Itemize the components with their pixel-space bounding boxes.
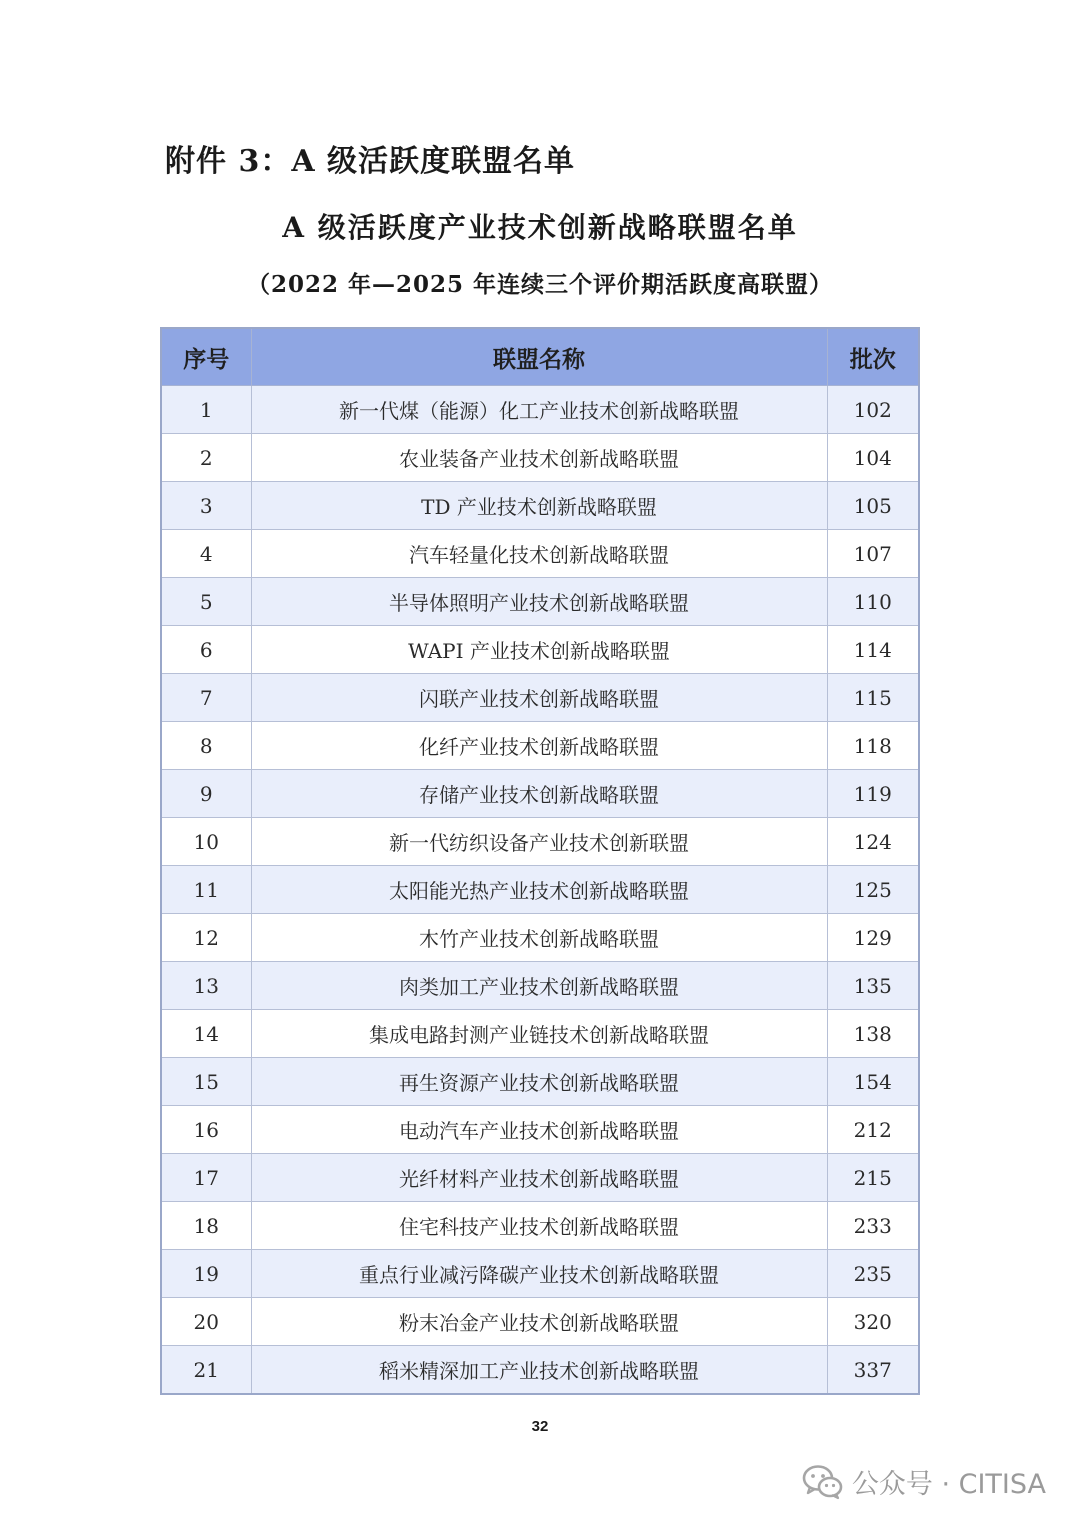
cell-serial-number: 15 bbox=[161, 1058, 251, 1106]
cell-serial-number: 12 bbox=[161, 914, 251, 962]
cell-batch: 105 bbox=[827, 482, 919, 530]
cell-batch: 337 bbox=[827, 1346, 919, 1395]
cell-alliance-name: 汽车轻量化技术创新战略联盟 bbox=[251, 530, 827, 578]
table-row bbox=[161, 1154, 919, 1202]
document-title: A 级活跃度产业技术创新战略联盟名单 bbox=[282, 211, 798, 244]
watermark-text: 公众号 · CITISA bbox=[851, 1469, 1046, 1500]
cell-batch: 118 bbox=[827, 722, 919, 770]
cell-batch: 235 bbox=[827, 1250, 919, 1298]
table-row bbox=[161, 770, 919, 818]
cell-alliance-name: 存储产业技术创新战略联盟 bbox=[251, 770, 827, 818]
cell-alliance-name: 稻米精深加工产业技术创新战略联盟 bbox=[251, 1346, 827, 1395]
cell-alliance-name: 新一代纺织设备产业技术创新联盟 bbox=[251, 818, 827, 866]
cell-batch: 138 bbox=[827, 1010, 919, 1058]
cell-serial-number: 5 bbox=[161, 578, 251, 626]
cell-batch: 135 bbox=[827, 962, 919, 1010]
table-row bbox=[161, 530, 919, 578]
cell-alliance-name: 电动汽车产业技术创新战略联盟 bbox=[251, 1106, 827, 1154]
cell-serial-number: 7 bbox=[161, 674, 251, 722]
cell-serial-number: 16 bbox=[161, 1106, 251, 1154]
page-number: 32 bbox=[531, 1418, 549, 1435]
cell-serial-number: 20 bbox=[161, 1298, 251, 1346]
cell-batch: 102 bbox=[827, 386, 919, 434]
header-batch: 批次 bbox=[827, 328, 919, 386]
cell-serial-number: 18 bbox=[161, 1202, 251, 1250]
table-row bbox=[161, 818, 919, 866]
cell-alliance-name: 光纤材料产业技术创新战略联盟 bbox=[251, 1154, 827, 1202]
table-header bbox=[161, 328, 919, 386]
alliance-table-container bbox=[160, 327, 918, 1395]
annex-title: 附件 3：A 级活跃度联盟名单 bbox=[165, 144, 576, 179]
table-row bbox=[161, 1058, 919, 1106]
cell-alliance-name: TD 产业技术创新战略联盟 bbox=[251, 482, 827, 530]
table-body bbox=[161, 386, 919, 1395]
table-row bbox=[161, 386, 919, 434]
cell-serial-number: 10 bbox=[161, 818, 251, 866]
cell-alliance-name: 木竹产业技术创新战略联盟 bbox=[251, 914, 827, 962]
table-row bbox=[161, 1346, 919, 1395]
cell-serial-number: 19 bbox=[161, 1250, 251, 1298]
cell-batch: 129 bbox=[827, 914, 919, 962]
cell-batch: 110 bbox=[827, 578, 919, 626]
cell-alliance-name: 粉末冶金产业技术创新战略联盟 bbox=[251, 1298, 827, 1346]
cell-alliance-name: 肉类加工产业技术创新战略联盟 bbox=[251, 962, 827, 1010]
cell-serial-number: 3 bbox=[161, 482, 251, 530]
cell-alliance-name: 太阳能光热产业技术创新战略联盟 bbox=[251, 866, 827, 914]
table-row bbox=[161, 962, 919, 1010]
cell-batch: 215 bbox=[827, 1154, 919, 1202]
cell-alliance-name: 重点行业减污降碳产业技术创新战略联盟 bbox=[251, 1250, 827, 1298]
cell-batch: 233 bbox=[827, 1202, 919, 1250]
cell-serial-number: 2 bbox=[161, 434, 251, 482]
cell-batch: 212 bbox=[827, 1106, 919, 1154]
table-header-row bbox=[161, 328, 919, 386]
cell-alliance-name: 住宅科技产业技术创新战略联盟 bbox=[251, 1202, 827, 1250]
table-row bbox=[161, 1106, 919, 1154]
table-row bbox=[161, 914, 919, 962]
table-row bbox=[161, 1298, 919, 1346]
alliance-table bbox=[160, 327, 920, 1395]
cell-alliance-name: 半导体照明产业技术创新战略联盟 bbox=[251, 578, 827, 626]
table-row bbox=[161, 722, 919, 770]
cell-serial-number: 8 bbox=[161, 722, 251, 770]
cell-batch: 125 bbox=[827, 866, 919, 914]
table-row bbox=[161, 1202, 919, 1250]
cell-batch: 107 bbox=[827, 530, 919, 578]
cell-alliance-name: 闪联产业技术创新战略联盟 bbox=[251, 674, 827, 722]
cell-alliance-name: 集成电路封测产业链技术创新战略联盟 bbox=[251, 1010, 827, 1058]
table-row bbox=[161, 578, 919, 626]
cell-serial-number: 17 bbox=[161, 1154, 251, 1202]
cell-batch: 320 bbox=[827, 1298, 919, 1346]
watermark bbox=[802, 1462, 1046, 1501]
table-row bbox=[161, 482, 919, 530]
cell-alliance-name: 新一代煤（能源）化工产业技术创新战略联盟 bbox=[251, 386, 827, 434]
cell-batch: 115 bbox=[827, 674, 919, 722]
cell-serial-number: 21 bbox=[161, 1346, 251, 1395]
cell-serial-number: 4 bbox=[161, 530, 251, 578]
cell-serial-number: 11 bbox=[161, 866, 251, 914]
table-row bbox=[161, 674, 919, 722]
cell-alliance-name: 再生资源产业技术创新战略联盟 bbox=[251, 1058, 827, 1106]
table-row bbox=[161, 434, 919, 482]
cell-batch: 124 bbox=[827, 818, 919, 866]
cell-serial-number: 1 bbox=[161, 386, 251, 434]
wechat-icon bbox=[802, 1464, 844, 1500]
cell-serial-number: 13 bbox=[161, 962, 251, 1010]
cell-alliance-name: 化纤产业技术创新战略联盟 bbox=[251, 722, 827, 770]
cell-batch: 119 bbox=[827, 770, 919, 818]
cell-serial-number: 6 bbox=[161, 626, 251, 674]
cell-serial-number: 14 bbox=[161, 1010, 251, 1058]
table-row bbox=[161, 1250, 919, 1298]
table-row bbox=[161, 1010, 919, 1058]
header-serial-number: 序号 bbox=[161, 328, 251, 386]
header-alliance-name: 联盟名称 bbox=[251, 328, 827, 386]
cell-batch: 154 bbox=[827, 1058, 919, 1106]
table-row bbox=[161, 626, 919, 674]
cell-batch: 114 bbox=[827, 626, 919, 674]
cell-serial-number: 9 bbox=[161, 770, 251, 818]
cell-alliance-name: WAPI 产业技术创新战略联盟 bbox=[251, 626, 827, 674]
cell-batch: 104 bbox=[827, 434, 919, 482]
document-subtitle: （2022 年—2025 年连续三个评价期活跃度高联盟） bbox=[246, 271, 834, 298]
table-row bbox=[161, 866, 919, 914]
cell-alliance-name: 农业装备产业技术创新战略联盟 bbox=[251, 434, 827, 482]
